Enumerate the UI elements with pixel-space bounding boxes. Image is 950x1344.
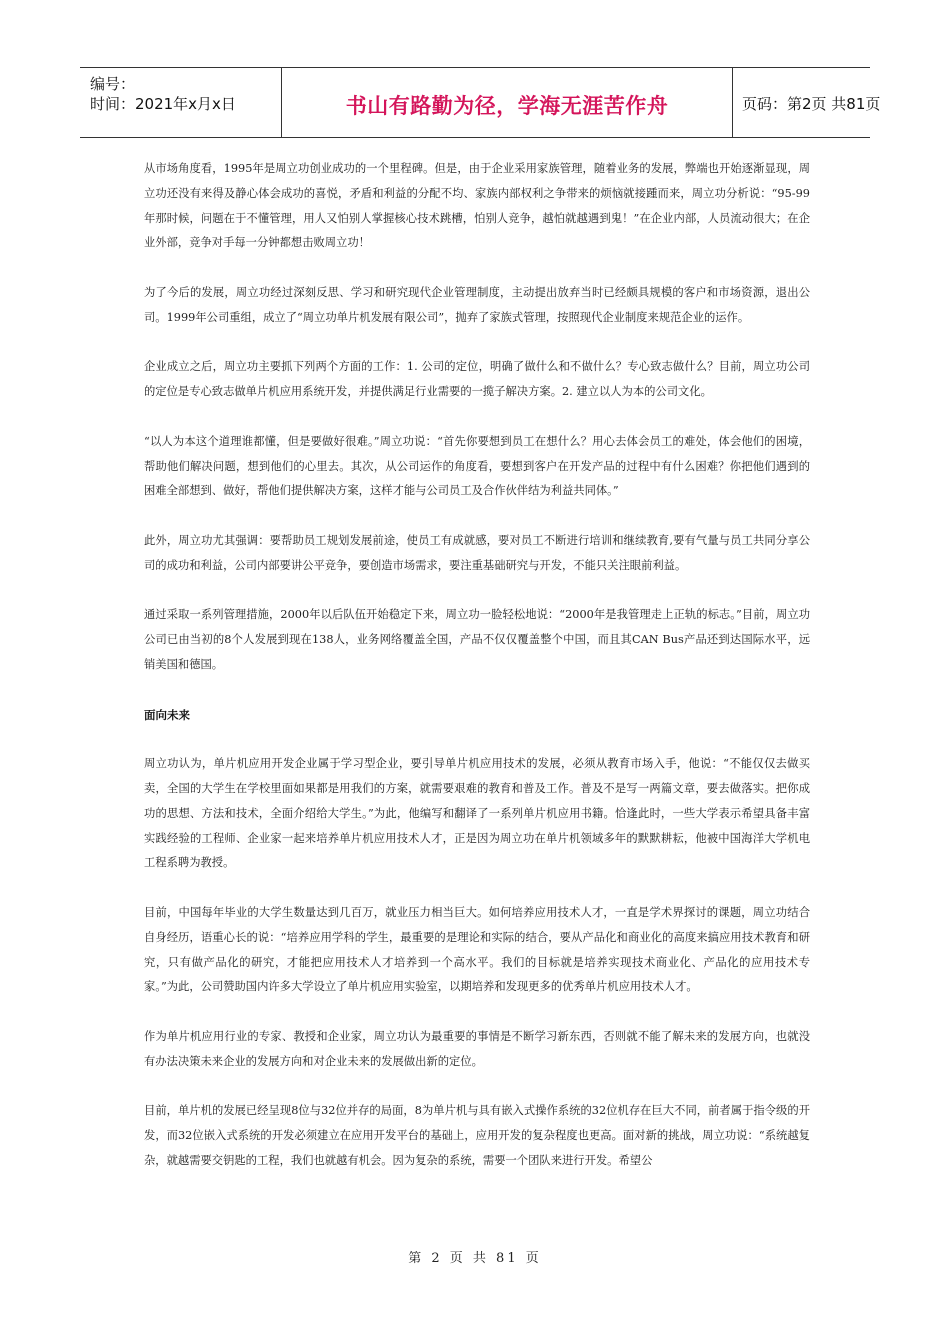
body-paragraph-9: 作为单片机应用行业的专家、教授和企业家，周立功认为最重要的事情是不断学习新东西，否则就不能了解未来的发展方向，也就没有办法决策未来企业的发展方向和对企业未来的发展做出新的定位。 [144, 1029, 810, 1068]
document-body [144, 157, 810, 1174]
body-paragraph-1: 从市场角度看，1995年是周立功创业成功的一个里程碑。但是，由于企业采用家族管理，随着业务的发展，弊端也开始逐渐显现，周立功还没有来得及静心体会成功的喜悦，矛盾和利益的分配不均、家族内部权利之争带来的烦恼就接踵而来，周立功分析说：“95-99年那时候，问题在于不懂管理，用人又怕别人掌握核心技术跳槽，怕别人竞争，越怕就越遇到鬼！”在企业内部，人员流动很大；在企业外部，竞争对手每一分钟都想击败周立功！ [144, 162, 810, 250]
body-paragraph-4: “以人为本这个道理谁都懂，但是要做好很难。”周立功说：“首先你要想到员工在想什么？用心去体会员工的难处，体会他们的困境，帮助他们解决问题，想到他们的心里去。其次，从公司运作的角度看，要想到客户在开发产品的过程中有什么困难？你把他们遇到的困难全部想到、做好，帮他们提供解决方案，这样才能与公司员工及合作伙伴结为利益共同体。” [144, 434, 810, 498]
body-paragraph-2: 为了今后的发展，周立功经过深刻反思、学习和研究现代企业管理制度，主动提出放弃当时已经颇具规模的客户和市场资源，退出公司。1999年公司重组，成立了“周立功单片机发展有限公司”，抛弃了家族式管理，按照现代企业制度来规范企业的运作。 [144, 285, 810, 324]
body-paragraph-10: 目前，单片机的发展已经呈现8位与32位并存的局面，8为单片机与具有嵌入式操作系统的32位机存在巨大不同，前者属于指令级的开发，而32位嵌入式系统的开发必须建立在应用开发平台的基础上，应用开发的复杂程度也更高。面对新的挑战，周立功说：“系统越复杂，就越需要交钥匙的工程，我们也就越有机会。因为复杂的系统，需要一个团队来进行开发。希望公 [144, 1104, 810, 1167]
header-right-cell [733, 68, 881, 137]
body-paragraph-6: 通过采取一系列管理措施，2000年以后队伍开始稳定下来，周立功一脸轻松地说：“2000年是我管理走上正轨的标志。”目前，周立功公司已由当初的8个人发展到现在138人，业务网络覆盖全国，产品不仅仅覆盖整个中国，而且其CAN Bus产品还到达国际水平，远销美国和德国。 [144, 608, 810, 671]
document-header [80, 67, 881, 138]
body-paragraph-7: 周立功认为，单片机应用开发企业属于学习型企业，要引导单片机应用技术的发展，必须从教育市场入手，他说：“不能仅仅去做买卖，全国的大学生在学校里面如果都是用我们的方案，就需要艰难的教育和普及工作。普及不是写一两篇文章，要去做落实。把你成功的思想、方法和技术，全面介绍给大学生。”为此，他编写和翻译了一系列单片机应用书籍。恰逢此时，一些大学表示希望具备丰富实践经验的工程师、企业家一起来培养单片机应用技术人才，正是因为周立功在单片机领域多年的默默耕耘，他被中国海洋大学机电工程系聘为教授。 [144, 757, 810, 870]
motto: 书山有路勤为径，学海无涯苦作舟 [345, 94, 669, 118]
header-motto-cell [282, 68, 733, 137]
body-paragraph-5: 此外，周立功尤其强调：要帮助员工规划发展前途，使员工有成就感，要对员工不断进行培训和继续教育,要有气量与员工共同分享公司的成功和利益，公司内部要讲公平竞争，要创造市场需求，要注重基础研究与开发，不能只关注眼前利益。 [144, 533, 810, 572]
time-label: 时间：2021年x月x日 [90, 95, 236, 113]
code-label: 编号： [90, 75, 136, 93]
body-paragraph-3: 企业成立之后，周立功主要抓下列两个方面的工作：1. 公司的定位，明确了做什么和不做什么？专心致志做什么？目前，周立功公司的定位是专心致志做单片机应用系统开发，并提供满足行业需要的一揽子解决方案。2. 建立以人为本的公司文化。 [144, 360, 810, 399]
body-paragraph-8: 目前，中国每年毕业的大学生数量达到几百万，就业压力相当巨大。如何培养应用技术人才，一直是学术界探讨的课题，周立功结合自身经历，语重心长的说：“培养应用学科的学生，最重要的是理论和实际的结合，要从产品化和商业化的高度来搞应用技术教育和研究，只有做产品化的研究，才能把应用技术人才培养到一个高水平。我们的目标就是培养实现技术商业化、产品化的应用技术专家。”为此，公司赞助国内许多大学设立了单片机应用实验室，以期培养和发现更多的优秀单片机应用技术人才。 [144, 905, 810, 994]
page-footer [0, 1247, 950, 1266]
header-left-cell [80, 68, 282, 137]
footer-page-number: 第 2 页 共 81 页 [408, 1251, 542, 1266]
page-code: 页码：第2页 共81页 [742, 95, 881, 113]
section-heading: 面向未来 [144, 707, 190, 722]
